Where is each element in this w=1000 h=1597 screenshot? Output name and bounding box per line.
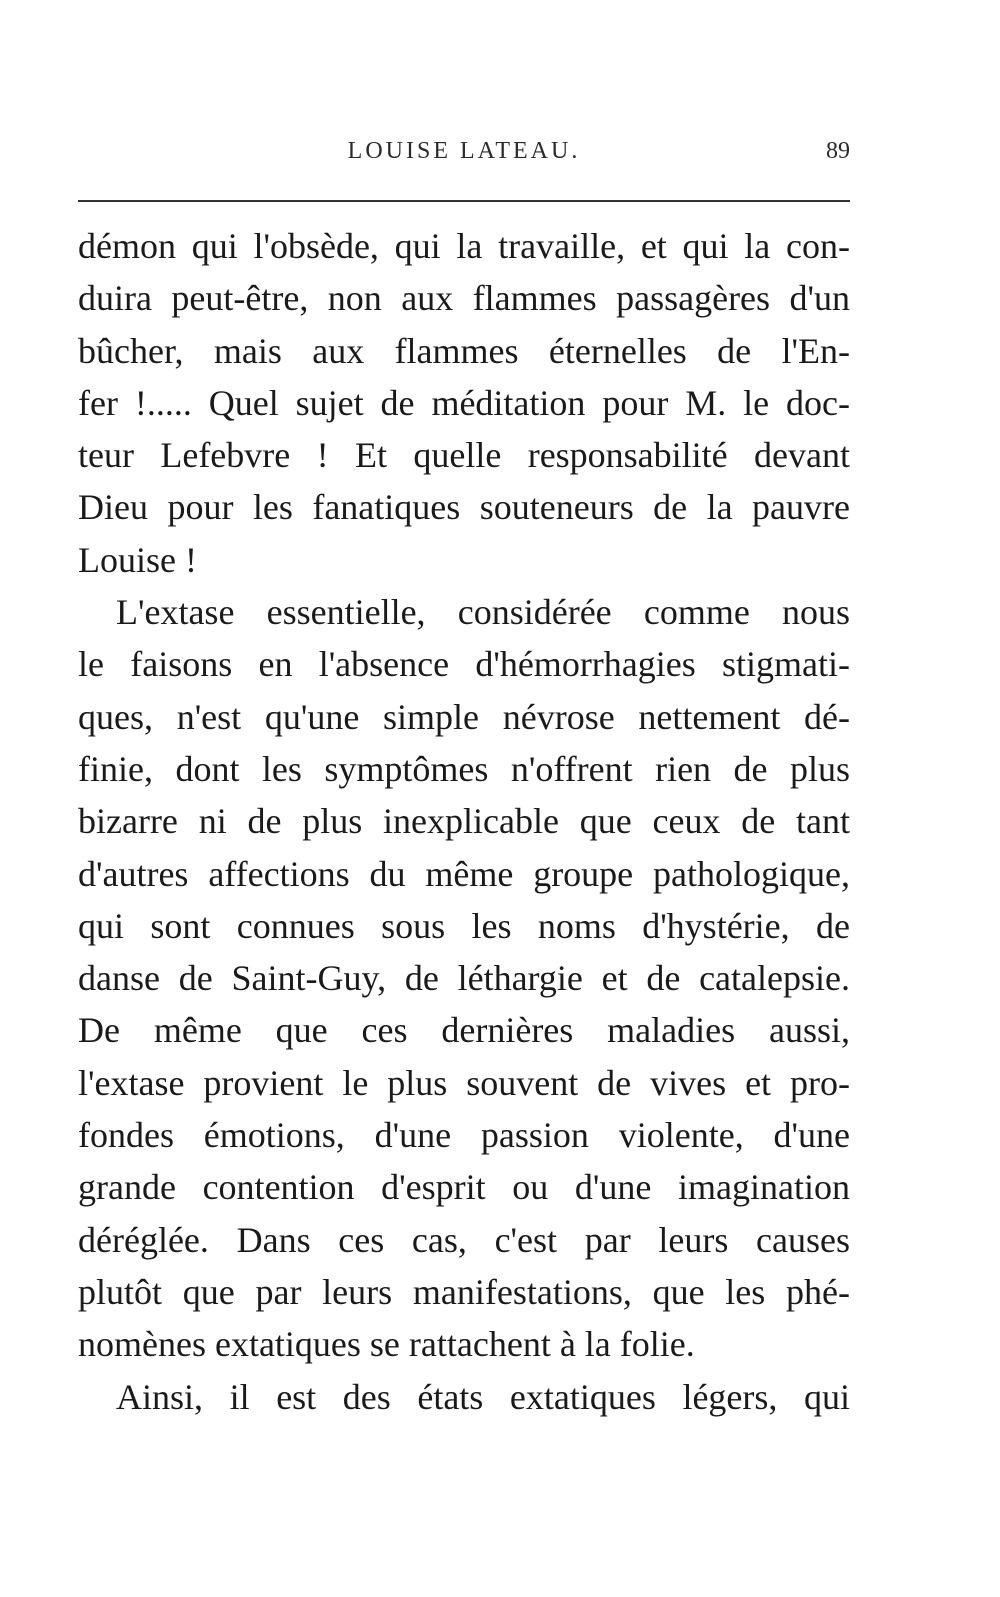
text-line: le faisons en l'absence d'hémorrhagies stigmati- bbox=[78, 644, 850, 685]
text-line: De même que ces dernières maladies aussi, bbox=[78, 1010, 850, 1051]
text-line: l'extase provient le plus souvent de vives et pro- bbox=[78, 1062, 850, 1103]
text-line: nomènes extatiques se rattachent à la folie. bbox=[78, 1324, 695, 1365]
header-rule bbox=[78, 200, 850, 202]
text-line: déréglée. Dans ces cas, c'est par leurs causes bbox=[78, 1219, 850, 1260]
text-line: bûcher, mais aux flammes éternelles de l'En- bbox=[78, 330, 850, 371]
text-line: L'extase essentielle, considérée comme nous bbox=[116, 592, 850, 633]
text-line: duira peut-être, non aux flammes passagères d'un bbox=[78, 278, 850, 319]
text-line: grande contention d'esprit ou d'une imagination bbox=[78, 1167, 850, 1208]
running-title: LOUISE LATEAU. bbox=[347, 138, 581, 164]
text-line: bizarre ni de plus inexplicable que ceux de tant bbox=[78, 801, 850, 842]
body-text bbox=[78, 220, 850, 1423]
text-line: fondes émotions, d'une passion violente, d'une bbox=[78, 1115, 850, 1156]
text-line: qui sont connues sous les noms d'hystérie, de bbox=[78, 905, 850, 946]
text-line: Louise ! bbox=[78, 539, 197, 580]
text-line: finie, dont les symptômes n'offrent rien de plus bbox=[78, 748, 850, 789]
text-line: plutôt que par leurs manifestations, que les phé- bbox=[78, 1271, 850, 1312]
text-line: fer !..... Quel sujet de méditation pour M. le doc- bbox=[78, 382, 850, 423]
text-line: Dieu pour les fanatiques souteneurs de la pauvre bbox=[78, 487, 850, 528]
text-line: danse de Saint-Guy, de léthargie et de catalepsie. bbox=[78, 958, 850, 999]
text-line: teur Lefebvre ! Et quelle responsabilité devant bbox=[78, 435, 850, 476]
text-line: ques, n'est qu'une simple névrose nettement dé- bbox=[78, 696, 850, 737]
text-line: Ainsi, il est des états extatiques légers, qui bbox=[116, 1376, 850, 1417]
page-number: 89 bbox=[826, 138, 850, 164]
text-line: d'autres affections du même groupe pathologique, bbox=[78, 853, 850, 894]
text-line: démon qui l'obsède, qui la travaille, et qui la con- bbox=[78, 226, 850, 266]
running-head bbox=[78, 138, 850, 168]
